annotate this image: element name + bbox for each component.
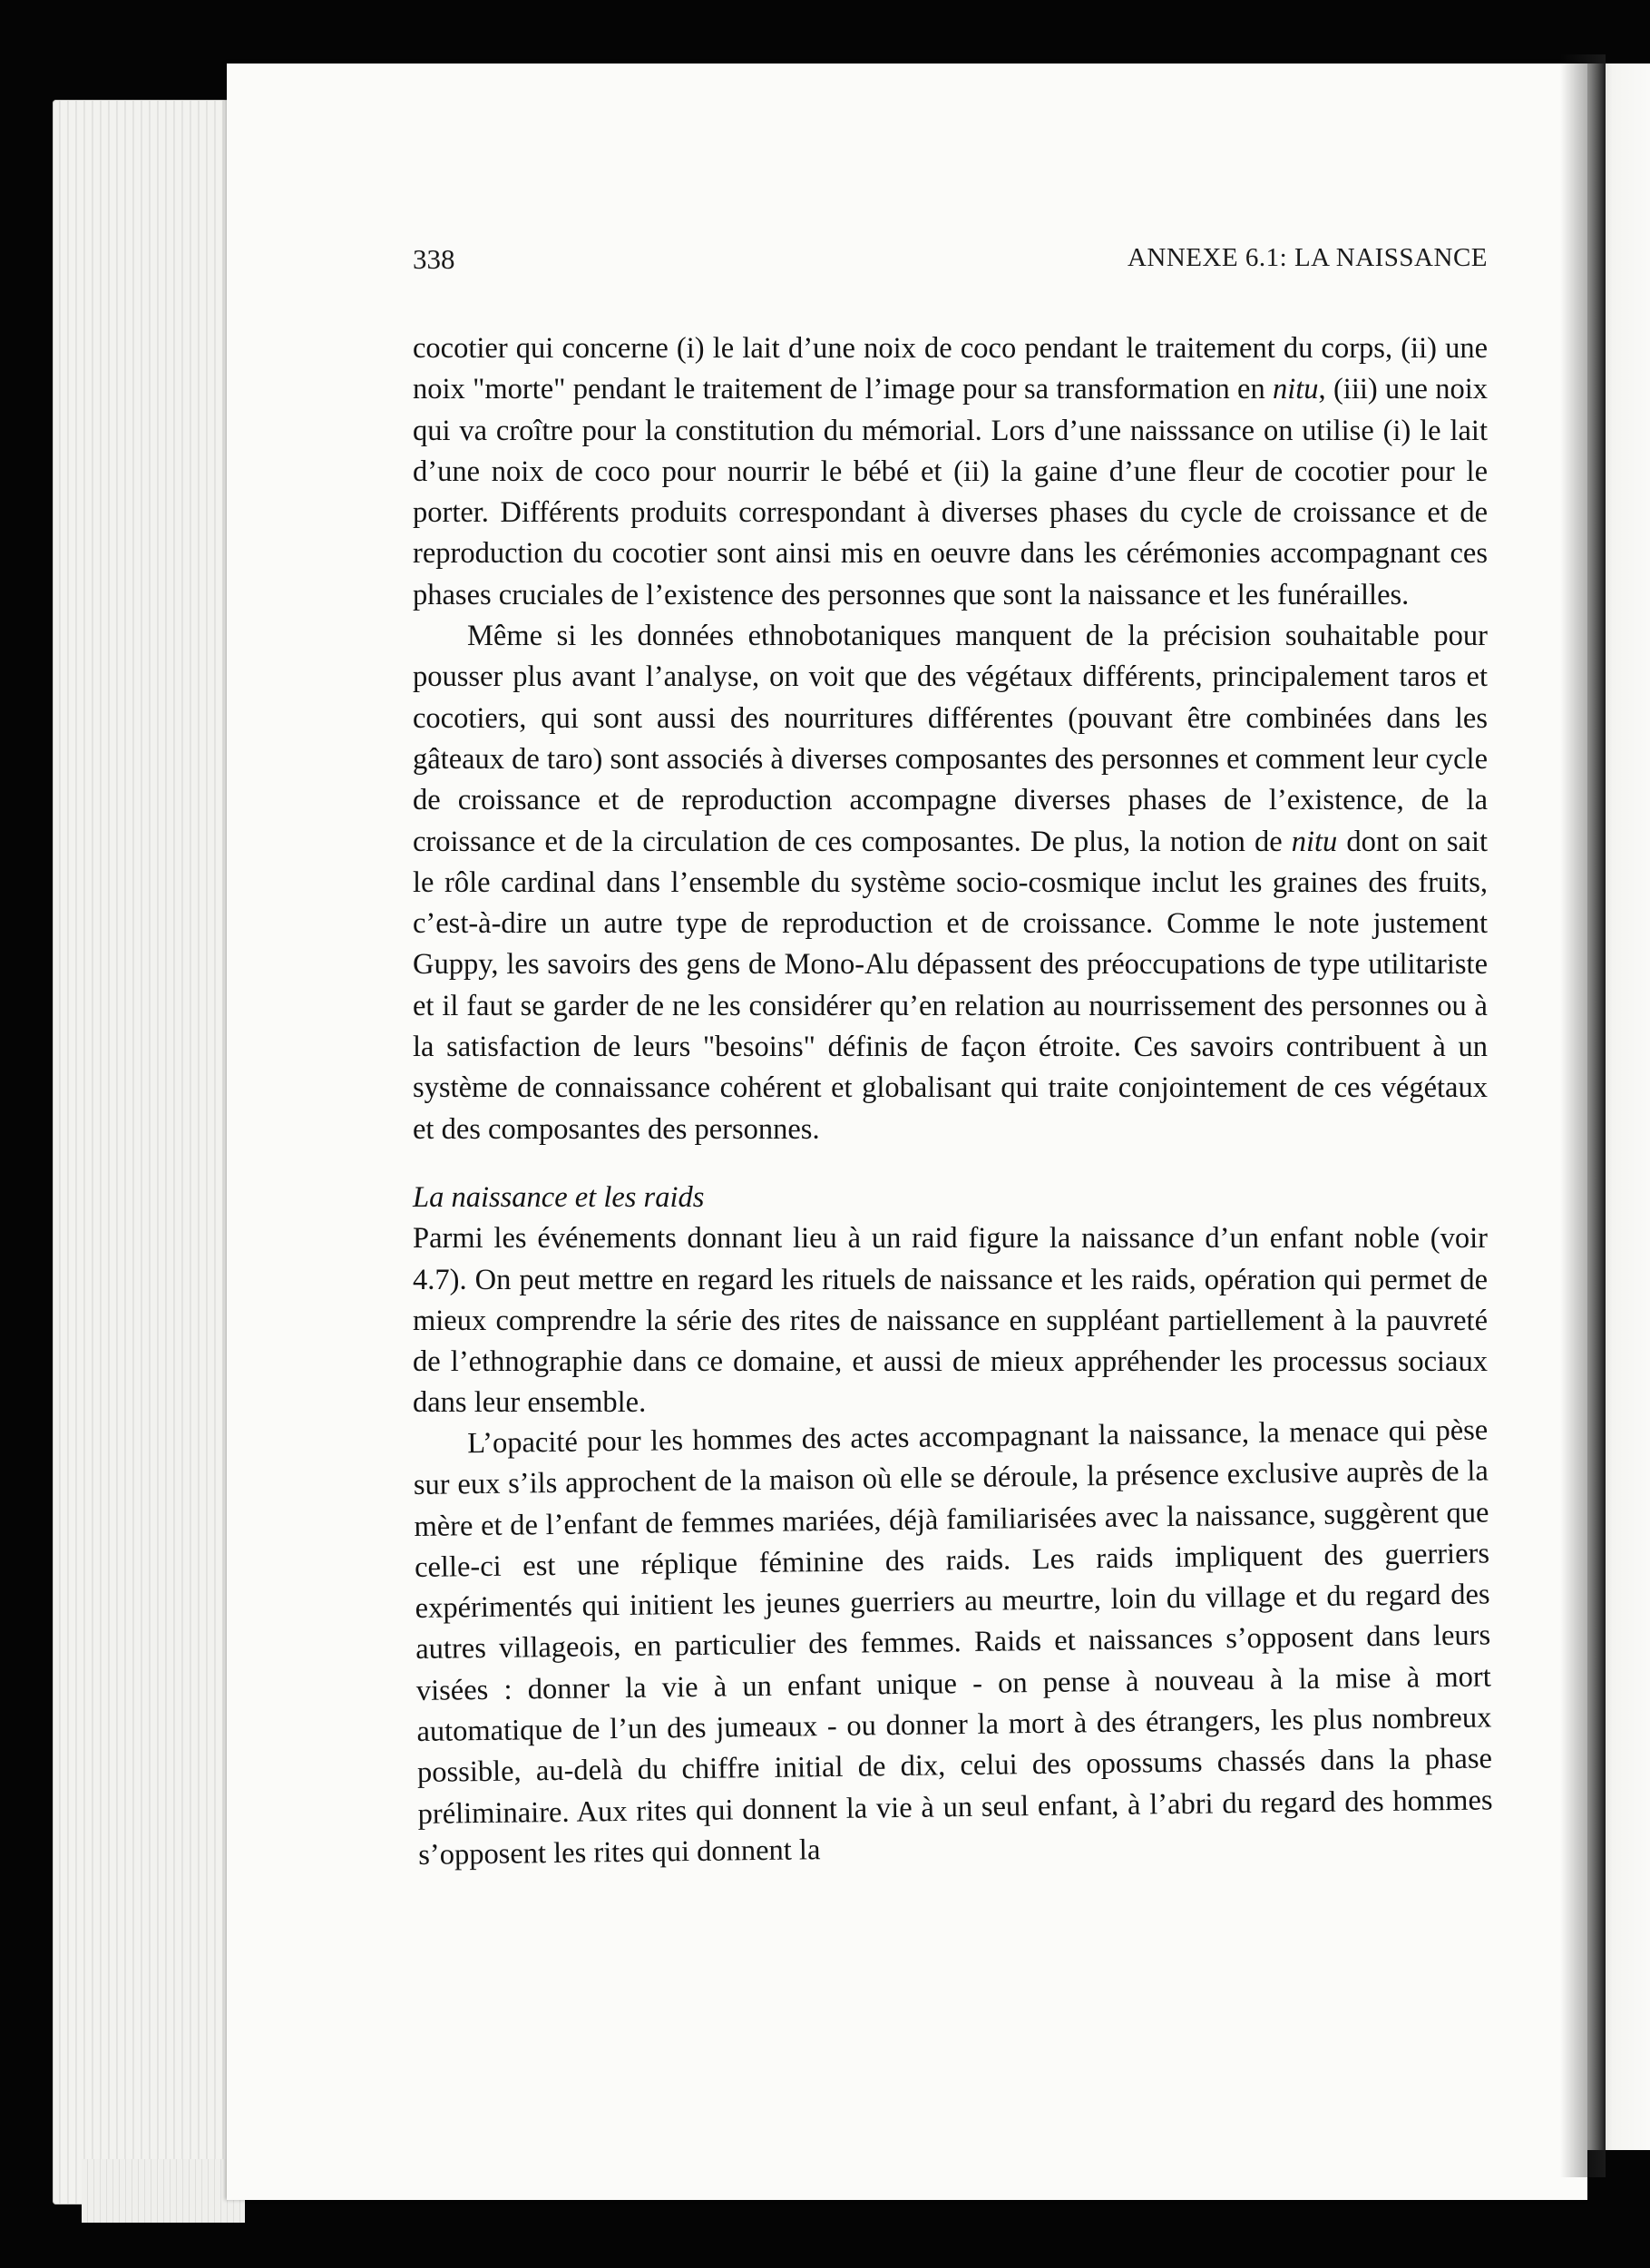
paragraph-3: Parmi les événements donnant lieu à un raid figure la naissance d’un enfant noble (voir 4.7). On peut mettre en regard les rituels de naissance et les raids, opération qui permet de mieux comprendre la série des rites de naissance en suppléant partiellement à la pauvreté de l’ethnographie dans ce domaine, et aussi de mieux appréhender les processus sociaux dans leur ensemble. (413, 1222, 1488, 1420)
page-body (413, 328, 1493, 1876)
paragraph-4: L’opacité pour les hommes des actes accompagnant la naissance, la menace qui pèse sur eux s’ils approchent de la maison où elle se déroule, la présence exclusive auprès de la mère et de l’enfant de femmes mariées, déjà familiarisées avec la naissance, suggèrent que celle-ci est une réplique féminine des raids. Les raids impliquent des guerriers expérimentés qui initient les jeunes guerriers au meurtre, loin du village et du regard des autres villageois, en particulier des femmes. Raids et naissances s’opposent dans leurs visées : donner la vie à un enfant unique - on pense à nouveau à la mise à mort automatique de l’un des jumeaux - ou donner la mort à des étrangers, les plus nombreux possible, au-delà du chiffre initial de dix, celui des opossums chassés dans la phase préliminaire. Aux rites qui donnent la vie à un seul enfant, à l’abri du regard des hommes s’opposent les rites qui donnent la (413, 1413, 1493, 1872)
book-gutter-shadow (1560, 54, 1606, 2177)
paragraph-1: cocotier qui concerne (i) le lait d’une noix de coco pendant le traitement du corps, (ii) une noix "morte" pendant le traitement de l’image pour sa transformation en nitu, (iii) une noix qui va croître pour la constitution du mémorial. Lors d’une naisssance on utilise (i) le lait d’une noix de coco pour nourrir le bébé et (ii) la gaine d’une fleur de cocotier pour le porter. Différents produits correspondant à diverses phases du cycle de croissance et de reproduction du cocotier sont ainsi mis en oeuvre dans les cérémonies accompagnant ces phases cruciales de l’existence des personnes que sont la naissance et les funérailles. (413, 332, 1488, 611)
page-number: 338 (413, 243, 455, 275)
book-page (227, 64, 1587, 2200)
book-page-edges (53, 100, 234, 2204)
italic-term: nitu (1272, 373, 1319, 406)
section-heading: La naissance et les raids (413, 1180, 705, 1214)
book-page-edges-bottom (82, 2159, 245, 2223)
italic-term: nitu (1291, 825, 1338, 858)
running-head: ANNEXE 6.1: LA NAISSANCE (1127, 243, 1488, 272)
paragraph-2: Même si les données ethnobotaniques manquent de la précision souhaitable pour pousser plus avant l’analyse, on voit que des végétaux différents, principalement taros et cocotiers, qui sont aussi des nourritures différentes (pouvant être combinées dans les gâteaux de taro) sont associés à diverses composantes des personnes et comment leur cycle de croissance et de reproduction accompagne diverses phases de l’existence, de la croissance et de la circulation de ces composantes. De plus, la notion de nitu dont on sait le rôle cardinal dans l’ensemble du système socio-cosmique inclut les graines des fruits, c’est-à-dire un autre type de reproduction et de croissance. Comme le note justement Guppy, les savoirs des gens de Mono-Alu dépassent des préoccupations de type utilitariste et il faut se garder de ne les considérer qu’en relation au nourrissement des personnes ou à la satisfaction de leurs "besoins" définis de façon étroite. Ces savoirs contribuent à un système de connaissance cohérent et globalisant qui traite conjointement de ces végétaux et des composantes des personnes. (413, 620, 1488, 1146)
